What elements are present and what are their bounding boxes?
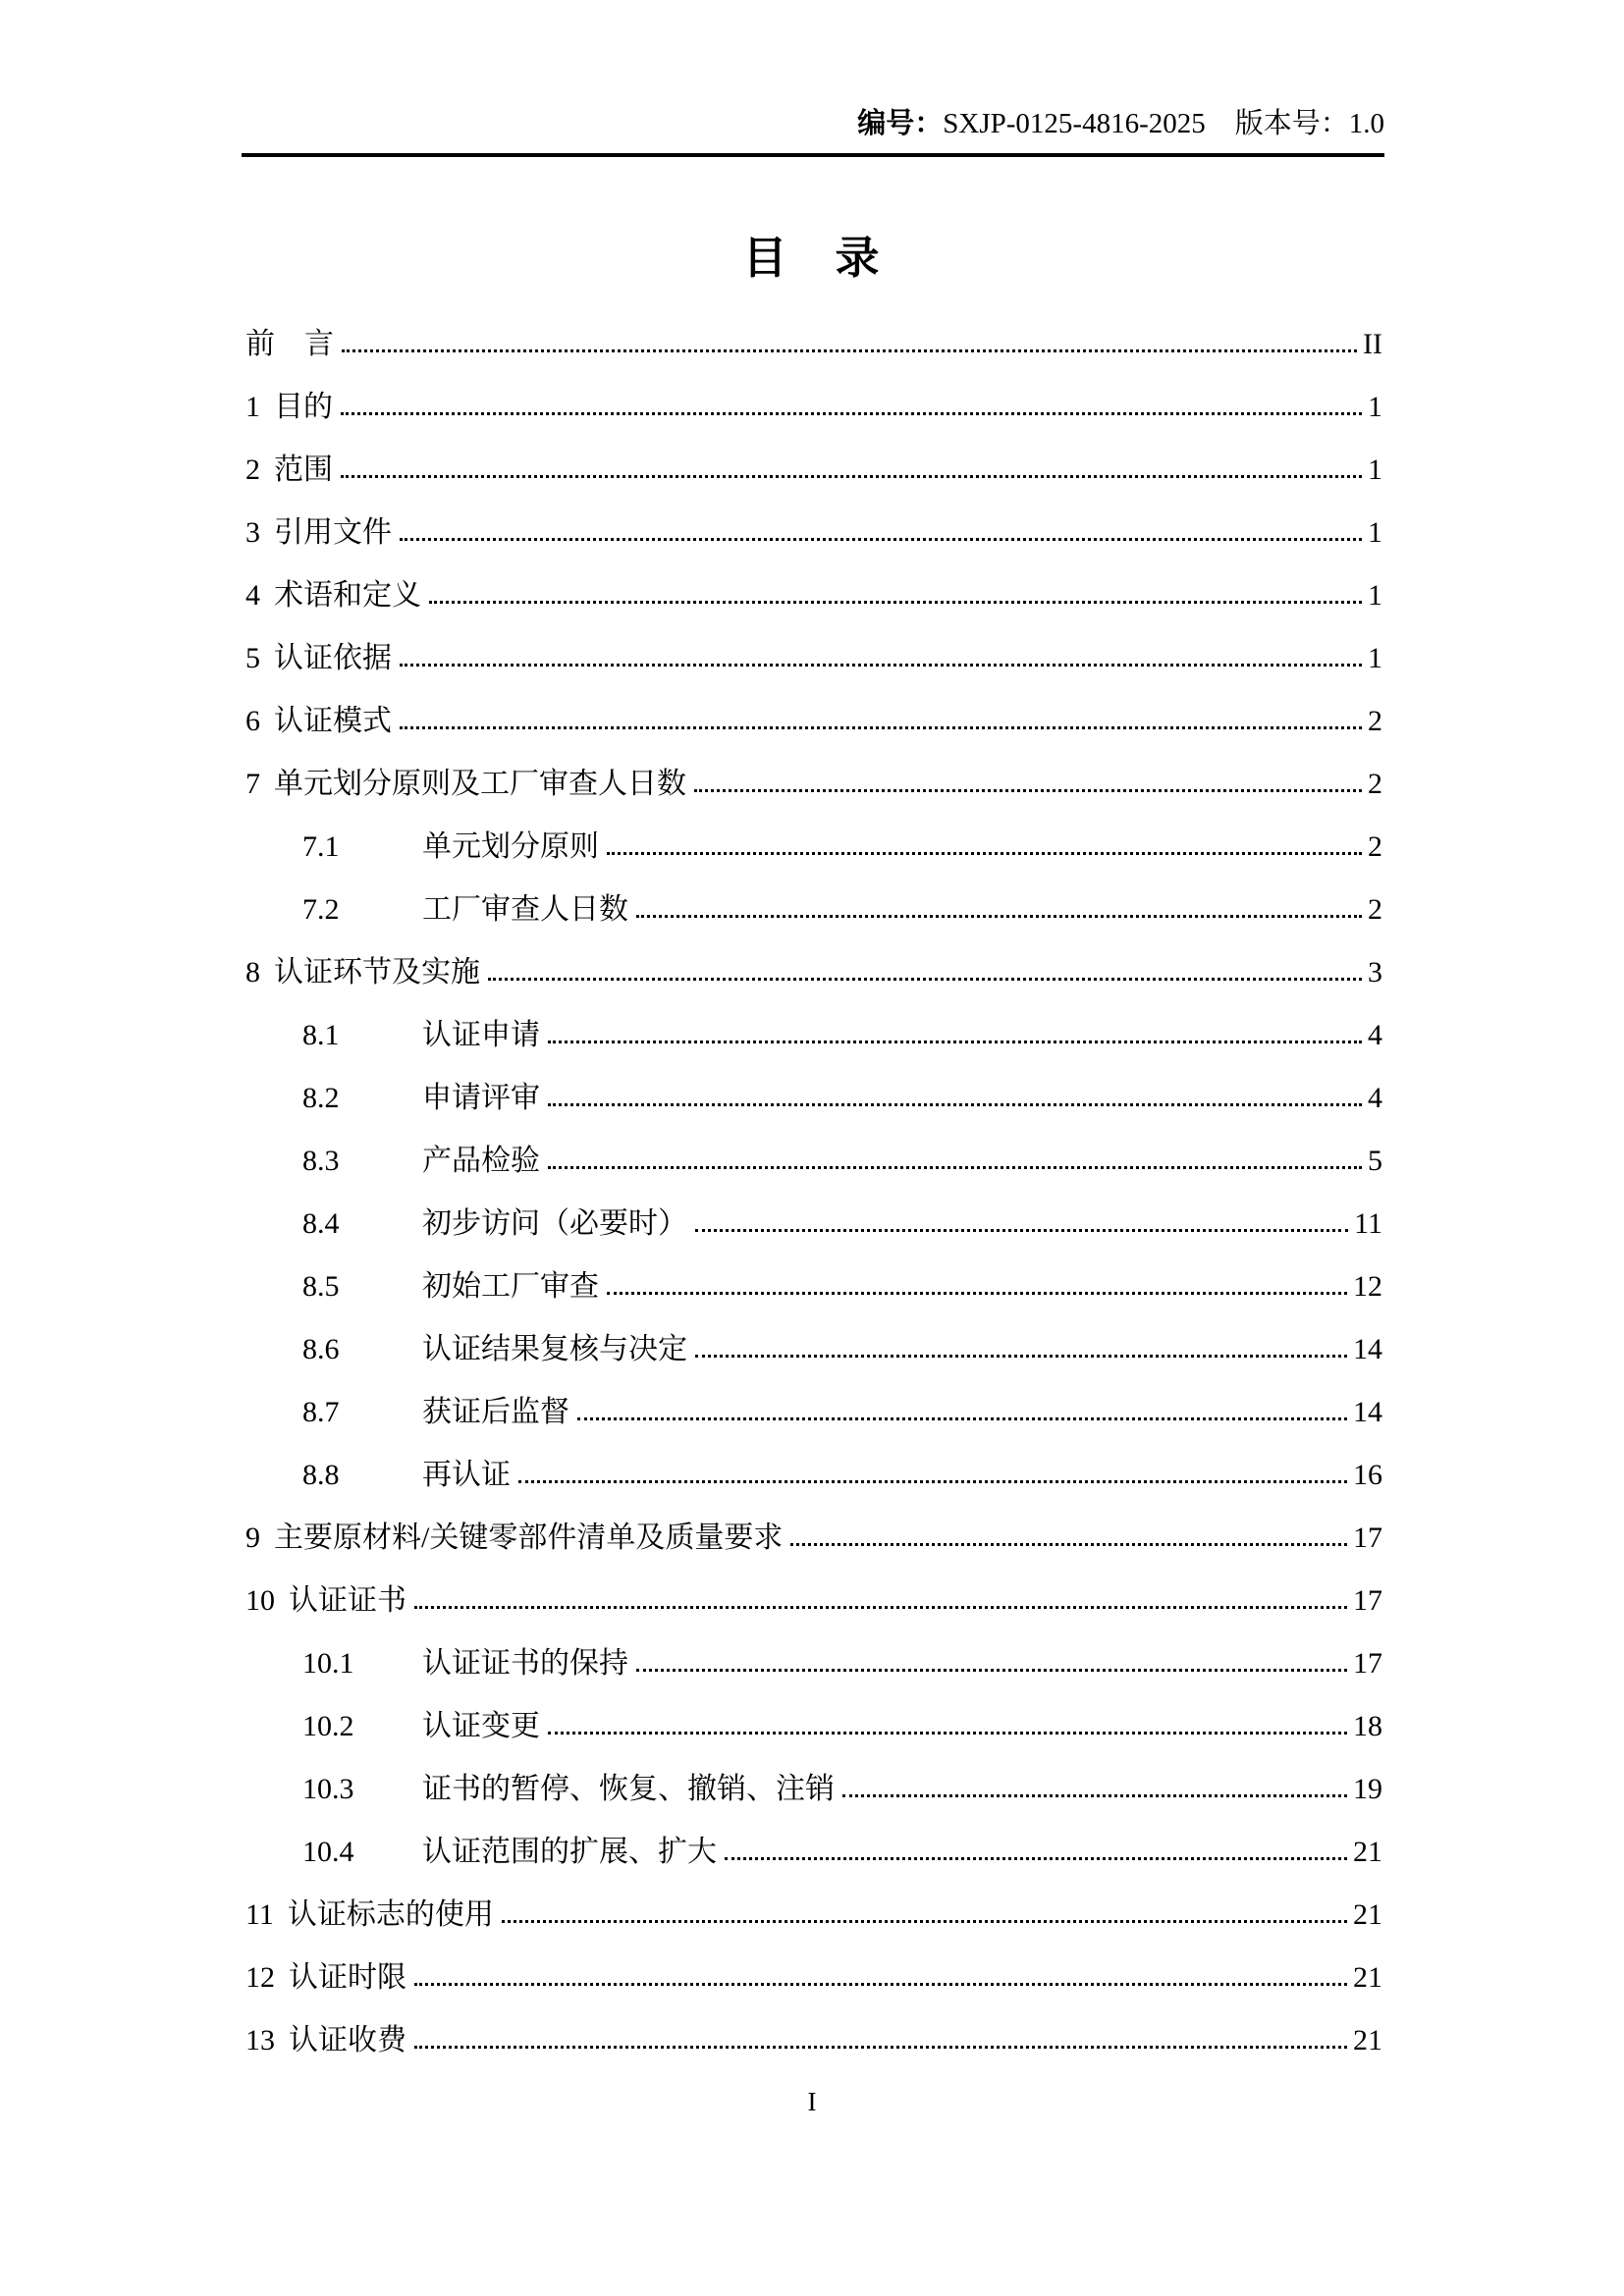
toc-entry-page: 19 xyxy=(1353,1773,1382,1805)
toc-dot-leader xyxy=(548,1166,1362,1169)
toc-entry-page: 17 xyxy=(1353,1522,1382,1554)
toc-entry-page: 2 xyxy=(1368,768,1382,800)
footer-page-number: I xyxy=(807,2087,817,2116)
toc-entry-page: 2 xyxy=(1368,893,1382,926)
toc-entry-label: 产品检验 xyxy=(422,1145,540,1177)
toc-entry-number: 3 xyxy=(245,516,260,549)
toc-entry xyxy=(245,1947,1382,2009)
toc-dot-leader xyxy=(341,412,1362,415)
toc-entry-page: II xyxy=(1363,328,1382,360)
toc-entry-page: 5 xyxy=(1368,1145,1382,1177)
toc-entry-number: 10 xyxy=(245,1584,275,1617)
toc-entry xyxy=(245,376,1382,439)
toc-entry xyxy=(245,1130,1382,1193)
toc-dot-leader xyxy=(400,538,1362,541)
toc-dot-leader xyxy=(400,726,1362,729)
toc-entry xyxy=(245,1004,1382,1067)
toc-entry-page: 4 xyxy=(1368,1019,1382,1051)
toc-dot-leader xyxy=(414,1606,1347,1609)
toc-entry-number: 8.2 xyxy=(302,1082,340,1114)
toc-entry-label: 认证标志的使用 xyxy=(287,1898,494,1931)
toc-entry-label: 认证模式 xyxy=(274,705,392,737)
toc-entry xyxy=(245,1632,1382,1695)
doc-number-value: SXJP-0125-4816-2025 xyxy=(943,108,1206,139)
page-title: 目 录 xyxy=(742,234,882,283)
toc-entry-label: 前 言 xyxy=(245,328,334,360)
toc-dot-leader xyxy=(842,1794,1347,1797)
toc-entry-page: 2 xyxy=(1368,705,1382,737)
version-label: 版本号： xyxy=(1234,108,1349,139)
toc-entry-page: 12 xyxy=(1353,1270,1382,1303)
toc-entry xyxy=(245,1381,1382,1444)
toc-entry-label: 目的 xyxy=(274,391,333,423)
toc-entry xyxy=(245,753,1382,816)
toc-dot-leader xyxy=(548,1041,1362,1043)
toc-entry-label: 认证证书 xyxy=(289,1584,406,1617)
toc-dot-leader xyxy=(636,1669,1347,1672)
toc-entry xyxy=(245,1193,1382,1255)
toc-entry xyxy=(245,1444,1382,1507)
toc-entry-page: 21 xyxy=(1353,1898,1382,1931)
toc-entry-page: 21 xyxy=(1353,1961,1382,1994)
toc-entry-label: 认证证书的保持 xyxy=(422,1647,628,1680)
toc-entry xyxy=(245,1758,1382,1821)
toc-entry-page: 14 xyxy=(1353,1396,1382,1428)
toc-entry-number: 1 xyxy=(245,391,260,423)
toc-entry-label: 再认证 xyxy=(422,1459,511,1491)
toc-entry-number: 7.1 xyxy=(302,830,340,863)
toc-entry-label: 认证申请 xyxy=(422,1019,540,1051)
toc-dot-leader xyxy=(518,1480,1347,1483)
toc-entry-number: 10.2 xyxy=(302,1710,354,1742)
toc-dot-leader xyxy=(548,1103,1362,1106)
toc-dot-leader xyxy=(790,1543,1347,1546)
toc-entry-number: 2 xyxy=(245,454,260,486)
toc-entry-label: 单元划分原则 xyxy=(422,830,599,863)
toc-entry-page: 1 xyxy=(1368,642,1382,674)
toc-dot-leader xyxy=(577,1417,1347,1420)
toc-entry-number: 6 xyxy=(245,705,260,737)
toc-entry-number: 9 xyxy=(245,1522,260,1554)
toc-entry-number: 8.6 xyxy=(302,1333,340,1365)
toc-entry-page: 3 xyxy=(1368,956,1382,988)
toc-dot-leader xyxy=(342,349,1357,352)
doc-number-label: 编号： xyxy=(857,108,944,139)
toc-entry xyxy=(245,1821,1382,1884)
toc-dot-leader xyxy=(502,1920,1347,1923)
toc-entry-page: 1 xyxy=(1368,454,1382,486)
toc-entry-label: 认证变更 xyxy=(422,1710,540,1742)
page-header xyxy=(857,104,1384,143)
toc-entry-page: 1 xyxy=(1368,579,1382,612)
toc-entry xyxy=(245,439,1382,502)
toc-entry-label: 工厂审查人日数 xyxy=(422,893,628,926)
toc-entry-label: 证书的暂停、恢复、撤销、注销 xyxy=(422,1773,835,1805)
toc-entry xyxy=(245,564,1382,627)
toc-entry xyxy=(245,690,1382,753)
toc-entry-number: 8.3 xyxy=(302,1145,340,1177)
toc-entry-page: 21 xyxy=(1353,2024,1382,2056)
toc-entry xyxy=(245,816,1382,879)
toc-entry xyxy=(245,502,1382,564)
toc-entry-number: 8.7 xyxy=(302,1396,340,1428)
toc-entry-number: 8.1 xyxy=(302,1019,340,1051)
toc-dot-leader xyxy=(636,915,1362,918)
toc-entry-page: 4 xyxy=(1368,1082,1382,1114)
toc-entry xyxy=(245,2009,1382,2072)
toc-dot-leader xyxy=(341,475,1362,478)
toc-entry xyxy=(245,1255,1382,1318)
toc-entry-number: 10.1 xyxy=(302,1647,354,1680)
toc-entry-number: 11 xyxy=(245,1898,274,1931)
toc-dot-leader xyxy=(694,789,1362,792)
toc-entry-number: 7 xyxy=(245,768,260,800)
version-value: 1.0 xyxy=(1348,108,1384,139)
toc-entry xyxy=(245,1884,1382,1947)
toc-entry-page: 18 xyxy=(1353,1710,1382,1742)
toc-entry xyxy=(245,879,1382,941)
toc-entry-page: 2 xyxy=(1368,830,1382,863)
toc-entry-label: 范围 xyxy=(274,454,333,486)
toc-entry-page: 21 xyxy=(1353,1836,1382,1868)
toc-entry xyxy=(245,1507,1382,1570)
toc-entry-label: 申请评审 xyxy=(422,1082,540,1114)
toc-entry-label: 认证依据 xyxy=(274,642,392,674)
toc-dot-leader xyxy=(400,664,1362,667)
toc-entry-number: 8 xyxy=(245,956,260,988)
toc-dot-leader xyxy=(607,1292,1347,1295)
toc-entry-label: 主要原材料/关键零部件清单及质量要求 xyxy=(274,1522,784,1554)
toc-entry-label: 术语和定义 xyxy=(274,579,421,612)
toc-entry xyxy=(245,1067,1382,1130)
toc-entry-number: 7.2 xyxy=(302,893,340,926)
toc-entry xyxy=(245,313,1382,376)
toc-entry-page: 1 xyxy=(1368,516,1382,549)
toc-dot-leader xyxy=(414,1983,1347,1986)
toc-entry-number: 12 xyxy=(245,1961,275,1994)
toc-entry-number: 13 xyxy=(245,2024,275,2056)
header-rule xyxy=(242,153,1384,157)
toc-entry-page: 11 xyxy=(1354,1207,1382,1240)
toc-entry-page: 14 xyxy=(1353,1333,1382,1365)
toc-entry xyxy=(245,1695,1382,1758)
toc-dot-leader xyxy=(414,2046,1347,2049)
toc-entry-label: 初步访问（必要时） xyxy=(422,1207,687,1240)
toc-dot-leader xyxy=(695,1229,1348,1232)
toc-entry xyxy=(245,941,1382,1004)
toc-entry-label: 认证时限 xyxy=(289,1961,406,1994)
toc-entry-number: 8.8 xyxy=(302,1459,340,1491)
toc-dot-leader xyxy=(607,852,1362,855)
toc-entry-number: 4 xyxy=(245,579,260,612)
toc-entry-label: 引用文件 xyxy=(274,516,392,549)
toc-entry-number: 10.4 xyxy=(302,1836,354,1868)
toc-entry-page: 17 xyxy=(1353,1647,1382,1680)
toc-entry-number: 10.3 xyxy=(302,1773,354,1805)
toc-entry-number: 8.5 xyxy=(302,1270,340,1303)
toc-entry-number: 8.4 xyxy=(302,1207,340,1240)
toc-entry xyxy=(245,627,1382,690)
toc-entry-label: 获证后监督 xyxy=(422,1396,569,1428)
toc-dot-leader xyxy=(695,1355,1347,1358)
table-of-contents xyxy=(245,313,1382,2072)
toc-dot-leader xyxy=(548,1732,1347,1735)
toc-dot-leader xyxy=(488,978,1362,981)
toc-entry xyxy=(245,1318,1382,1381)
toc-entry xyxy=(245,1570,1382,1632)
toc-entry-page: 16 xyxy=(1353,1459,1382,1491)
toc-entry-label: 认证范围的扩展、扩大 xyxy=(422,1836,717,1868)
toc-dot-leader xyxy=(429,601,1362,604)
toc-entry-label: 认证环节及实施 xyxy=(274,956,480,988)
toc-entry-page: 1 xyxy=(1368,391,1382,423)
toc-entry-label: 初始工厂审查 xyxy=(422,1270,599,1303)
toc-entry-label: 单元划分原则及工厂审查人日数 xyxy=(274,768,686,800)
toc-entry-label: 认证收费 xyxy=(289,2024,406,2056)
toc-entry-page: 17 xyxy=(1353,1584,1382,1617)
toc-dot-leader xyxy=(725,1857,1347,1860)
toc-entry-label: 认证结果复核与决定 xyxy=(422,1333,687,1365)
toc-entry-number: 5 xyxy=(245,642,260,674)
